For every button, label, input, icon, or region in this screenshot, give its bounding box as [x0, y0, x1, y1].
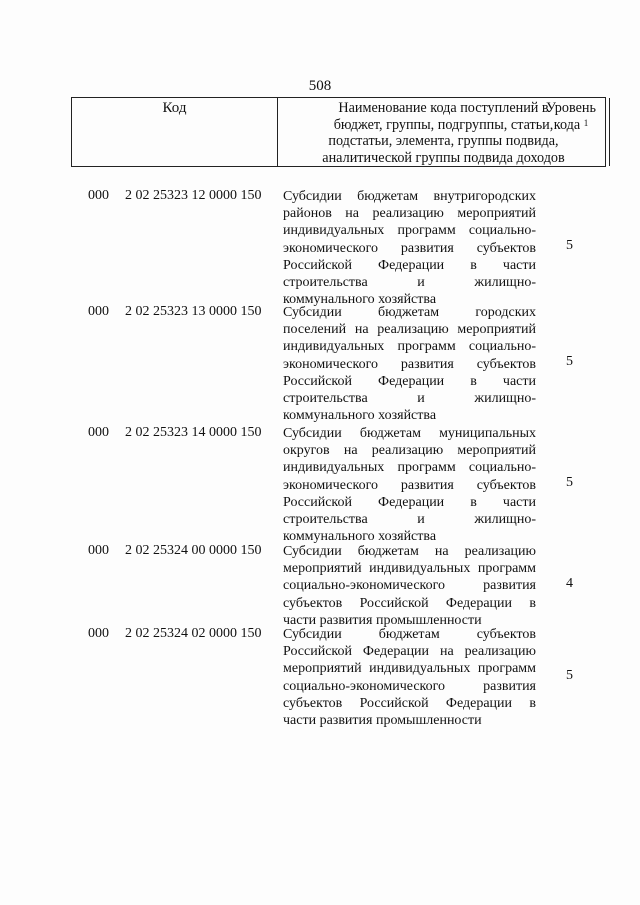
- income-name-line: строительства и жилищно-: [283, 275, 536, 291]
- income-name-line: коммунального хозяйства: [283, 408, 437, 424]
- table-header: [71, 97, 606, 167]
- income-name: [283, 425, 536, 545]
- code-level: 5: [566, 475, 573, 490]
- income-name: [283, 304, 536, 424]
- income-name-line: Субсидии бюджетам на реализацию: [283, 544, 536, 559]
- income-name-line: индивидуальных программ социально-: [283, 460, 536, 476]
- income-name-line: мероприятий индивидуальных программ: [283, 561, 536, 577]
- admin-code: 000: [88, 304, 109, 319]
- code-level: 5: [566, 668, 573, 683]
- header-code: Код: [162, 100, 187, 116]
- income-name-line: Субсидии бюджетам субъектов: [283, 627, 536, 642]
- income-name-line: Субсидии бюджетам городских: [283, 305, 536, 320]
- income-code: 2 02 25323 14 0000 150: [125, 425, 262, 440]
- header-level: [537, 100, 605, 133]
- code-level: 5: [566, 238, 573, 253]
- income-name-line: социально-экономического развития: [283, 578, 536, 594]
- header-name-line: Наименование кода поступлений в: [338, 100, 549, 116]
- income-name-line: Субсидии бюджетам внутригородских: [283, 189, 536, 204]
- income-code: 2 02 25324 02 0000 150: [125, 626, 262, 641]
- footnote-marker: 1: [583, 117, 589, 128]
- income-name-line: Субсидии бюджетам муниципальных: [283, 426, 536, 441]
- header-name-line: аналитической группы подвида доходов: [322, 149, 565, 166]
- header-name-line: бюджет, группы, подгруппы, статьи,: [333, 116, 554, 133]
- admin-code: 000: [88, 543, 109, 558]
- income-name-line: экономического развития субъектов: [283, 240, 536, 256]
- income-name-line: коммунального хозяйства: [283, 292, 437, 308]
- income-name-line: Российской Федерации на реализацию: [283, 644, 536, 660]
- income-code: 2 02 25323 13 0000 150: [125, 304, 262, 319]
- income-name-line: субъектов Российской Федерации в: [283, 595, 536, 611]
- header-level-line: Уровень: [546, 100, 596, 116]
- income-name: [283, 543, 536, 629]
- income-name: [283, 188, 536, 308]
- admin-code: 000: [88, 425, 109, 440]
- admin-code: 000: [88, 626, 109, 641]
- income-name-line: Российской Федерации в части: [283, 494, 536, 510]
- income-name-line: коммунального хозяйства: [283, 529, 437, 545]
- income-name-line: округов на реализацию мероприятий: [283, 443, 536, 459]
- income-name-line: строительства и жилищно-: [283, 391, 536, 407]
- income-name-line: поселений на реализацию мероприятий: [283, 322, 536, 338]
- income-name-line: экономического развития субъектов: [283, 477, 536, 493]
- income-name-line: строительства и жилищно-: [283, 512, 536, 528]
- admin-code: 000: [88, 188, 109, 203]
- income-code: 2 02 25324 00 0000 150: [125, 543, 262, 558]
- income-name-line: субъектов Российской Федерации в: [283, 695, 536, 711]
- income-name-line: части развития промышленности: [283, 612, 482, 628]
- code-level: 4: [566, 576, 573, 591]
- page-number: 508: [308, 78, 332, 94]
- income-code: 2 02 25323 12 0000 150: [125, 188, 262, 203]
- income-name-line: Российской Федерации в части: [283, 373, 536, 389]
- header-level-code: кода: [553, 116, 581, 133]
- income-name-line: индивидуальных программ социально-: [283, 223, 536, 239]
- code-level: 5: [566, 354, 573, 369]
- header-level-line: [537, 117, 605, 134]
- income-name-line: части развития промышленности: [283, 713, 482, 729]
- income-name: [283, 626, 536, 729]
- income-name-line: районов на реализацию мероприятий: [283, 206, 536, 222]
- header-name-line: подстатьи, элемента, группы подвида,: [328, 133, 559, 150]
- income-name-line: социально-экономического развития: [283, 678, 536, 694]
- income-name-line: Российской Федерации в части: [283, 257, 536, 273]
- income-name-line: индивидуальных программ социально-: [283, 339, 536, 355]
- income-name-line: мероприятий индивидуальных программ: [283, 661, 536, 677]
- income-name-line: экономического развития субъектов: [283, 356, 536, 372]
